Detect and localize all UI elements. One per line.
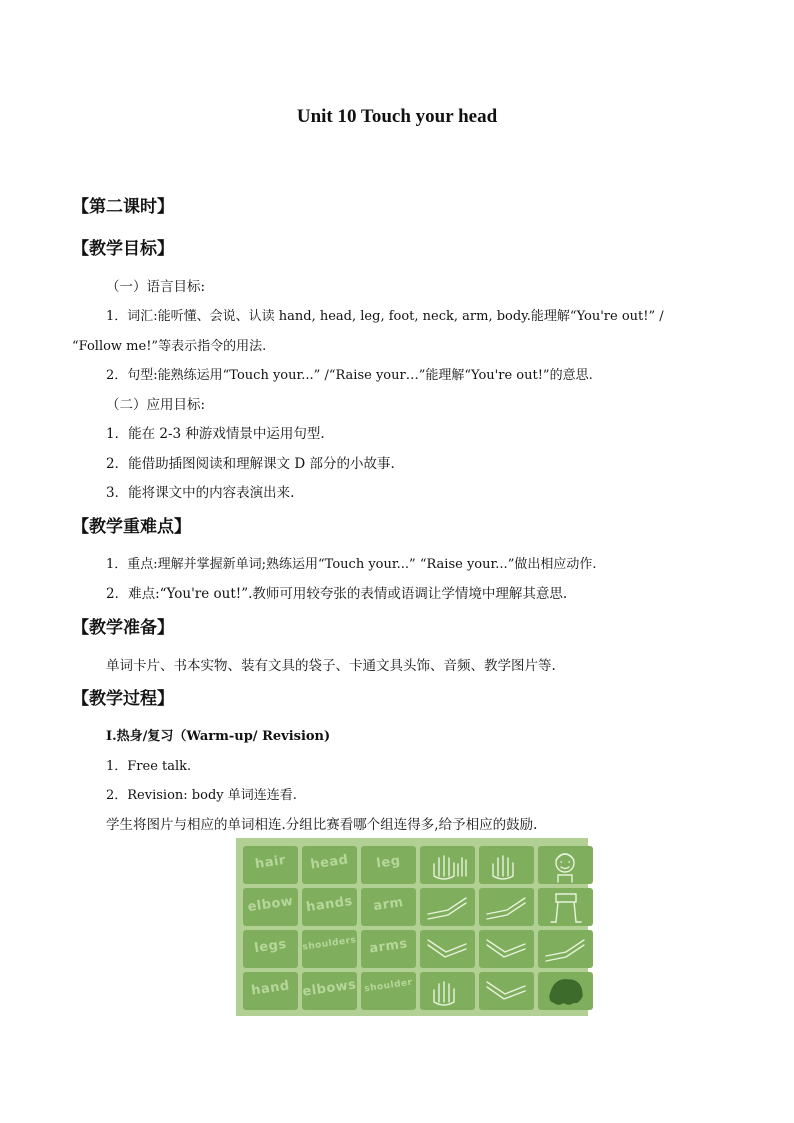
keypoint-2: 2．难点:“You're out!”.教师可用较夸张的表情或语调让学情境中理解其意思. (106, 586, 568, 602)
hand-icon (479, 846, 534, 884)
word-cell (361, 930, 416, 968)
hands-icon (420, 846, 475, 884)
lang-goal-2: 2．句型:能熟练运用“Touch your...” /“Raise your…”能理解“You're out!”的意思. (106, 368, 593, 383)
word-label: arms (368, 936, 409, 957)
picture-cell (538, 846, 593, 884)
elbows-icon (479, 972, 534, 1010)
page-title: Unit 10 Touch your head (296, 106, 498, 127)
app-goal-3: 3．能将课文中的内容表演出来. (106, 485, 295, 501)
lang-goal-heading: （一）语言目标: (106, 279, 206, 295)
word-cell (361, 846, 416, 884)
picture-cell (479, 930, 534, 968)
step1-item-3: 学生将图片与相应的单词相连.分组比赛看哪个组连得多,给予相应的鼓励. (106, 817, 538, 833)
word-label: legs (253, 936, 288, 957)
word-label: elbows (302, 977, 357, 1000)
word-label: hands (305, 893, 354, 916)
word-cell (302, 972, 357, 1010)
picture-cell (420, 846, 475, 884)
word-cell (302, 846, 357, 884)
lang-goal-1a: 1．词汇:能听懂、会说、认读 hand, head, leg, foot, neck, arm, body.能理解“You're out!” / (106, 309, 664, 324)
picture-cell (479, 972, 534, 1010)
picture-cell (420, 930, 475, 968)
keypoint-1: 1．重点:理解并掌握新单词;熟练运用“Touch your...” “Raise your...”做出相应动作. (106, 557, 597, 572)
picture-cell (538, 972, 593, 1010)
hair-icon (538, 972, 593, 1010)
word-cell (243, 972, 298, 1010)
word-cell (243, 846, 298, 884)
word-label: shoulders (302, 935, 357, 953)
arm-icon (479, 888, 534, 926)
section-prep: 【教学准备】 (72, 618, 174, 638)
word-cell (243, 888, 298, 926)
step1-item-1: 1．Free talk. (106, 759, 192, 774)
prep-text: 单词卡片、书本实物、装有文具的袋子、卡通文具头饰、音频、教学图片等. (106, 658, 556, 674)
step1-item-2: 2．Revision: body 单词连连看. (106, 788, 297, 803)
elbow-icon (420, 930, 475, 968)
app-goal-2: 2．能借助插图阅读和理解课文 D 部分的小故事. (106, 456, 395, 472)
word-label: arm (372, 894, 405, 915)
app-goal-1: 1．能在 2-3 种游戏情景中运用句型. (106, 426, 325, 442)
section-lesson: 【第二课时】 (72, 197, 174, 217)
word-cell (243, 930, 298, 968)
word-cell (302, 930, 357, 968)
lang-goal-1b: “Follow me!”等表示指令的用法. (72, 339, 267, 354)
step1-heading: I.热身/复习（Warm-up/ Revision) (106, 729, 331, 744)
picture-cell (420, 972, 475, 1010)
section-keypoints: 【教学重难点】 (72, 517, 191, 537)
elbow-icon (479, 930, 534, 968)
picture-cell (479, 888, 534, 926)
word-label: leg (375, 853, 402, 872)
face-icon (538, 846, 593, 884)
hand-icon (420, 972, 475, 1010)
picture-cell (420, 888, 475, 926)
word-cell (361, 972, 416, 1010)
word-label: shoulder (363, 977, 414, 995)
picture-cell (538, 888, 593, 926)
word-cell (361, 888, 416, 926)
arm-icon (420, 888, 475, 926)
legs-icon (538, 888, 593, 926)
app-goal-heading: （二）应用目标: (106, 397, 206, 413)
word-label: head (309, 852, 350, 873)
section-goals: 【教学目标】 (72, 239, 174, 259)
word-label: hand (250, 978, 291, 999)
word-label: hair (254, 852, 287, 873)
picture-cell (479, 846, 534, 884)
word-cell (302, 888, 357, 926)
arms-icon (538, 930, 593, 968)
section-process: 【教学过程】 (72, 689, 174, 709)
word-label: elbow (246, 893, 295, 916)
picture-cell (538, 930, 593, 968)
word-matching-image (236, 838, 588, 1016)
